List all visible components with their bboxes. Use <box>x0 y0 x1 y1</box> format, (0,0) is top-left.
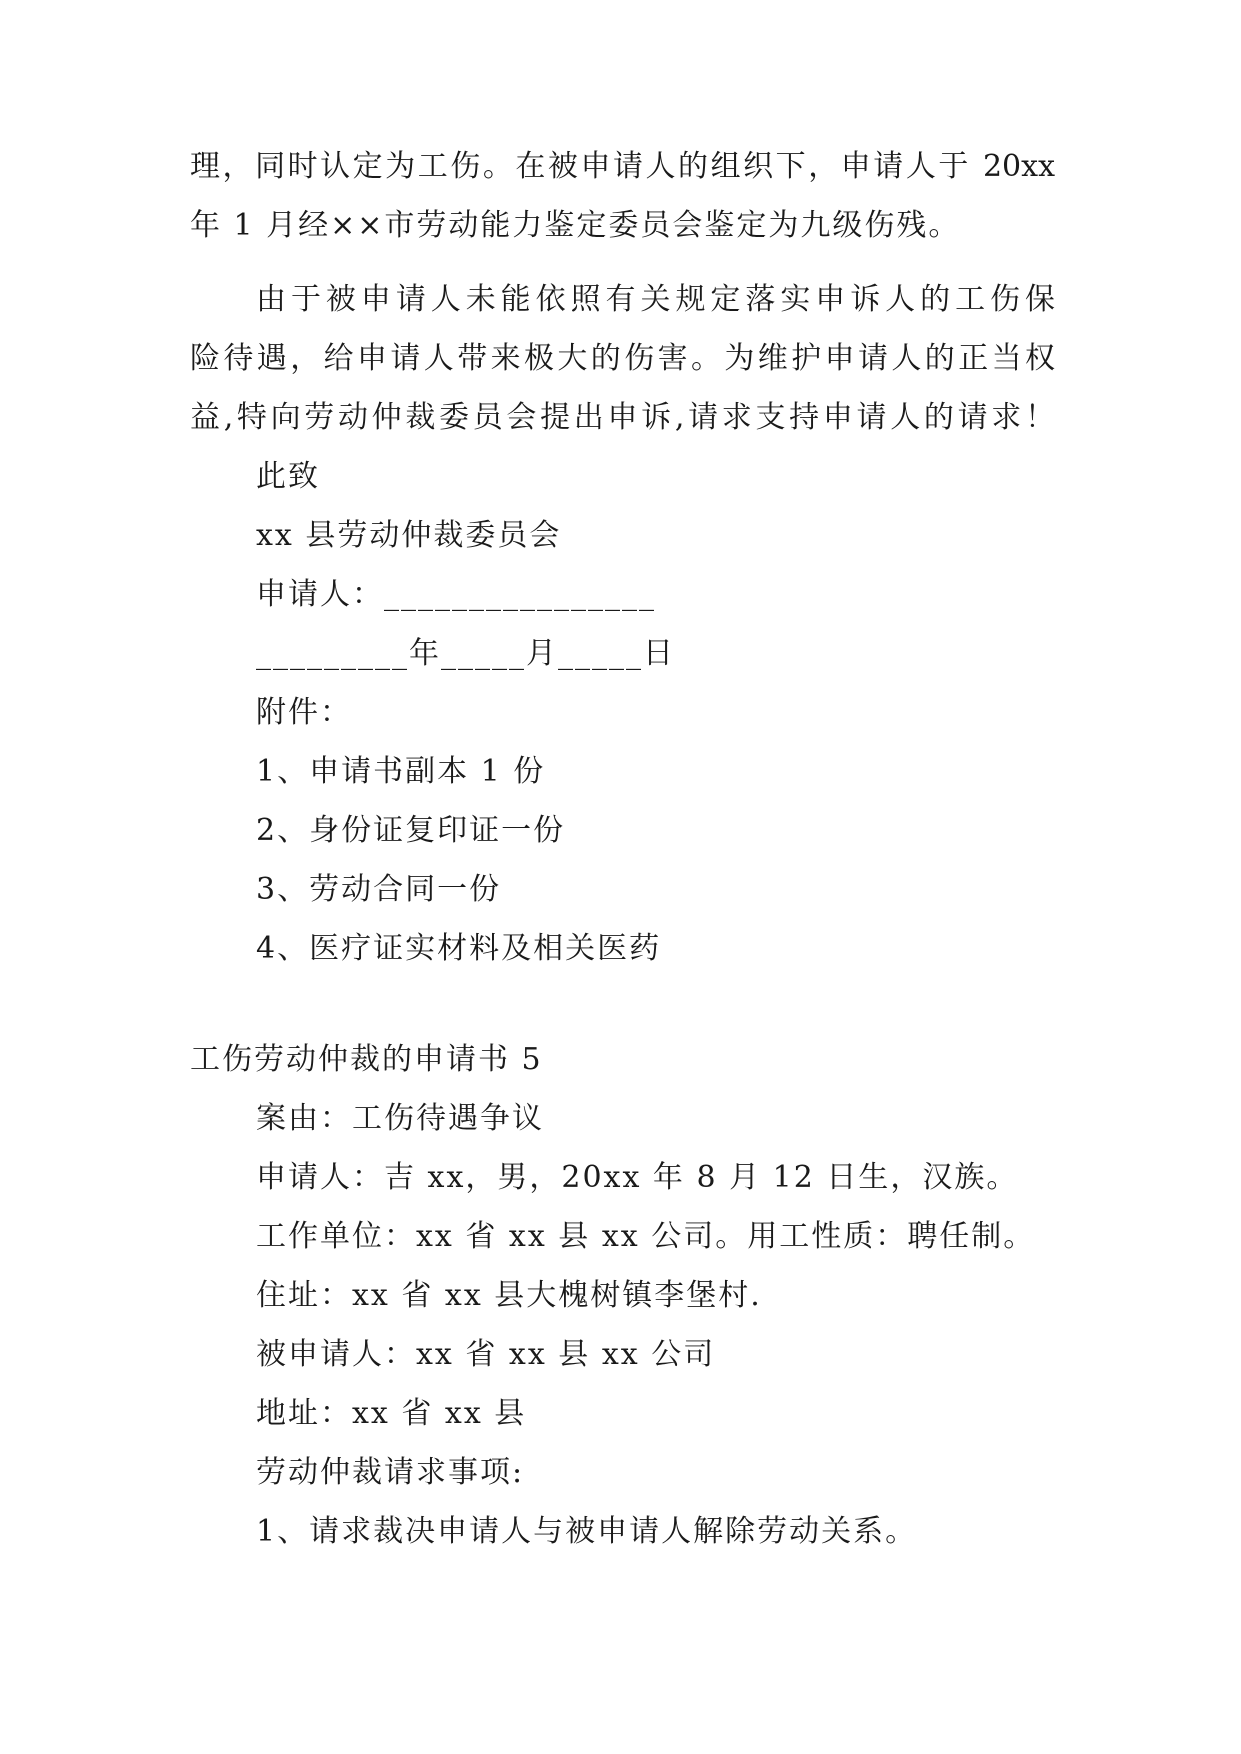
paragraph-line: 理，同时认定为工伤。在被申请人的组织下，申请人于 20xx <box>190 149 1055 184</box>
claims-heading: 劳动仲裁请求事项: <box>256 1455 525 1490</box>
employer-info-line: 工作单位：xx 省 xx 县 xx 公司。用工性质：聘任制。 <box>256 1219 1036 1254</box>
respondent-line: 被申请人：xx 省 xx 县 xx 公司 <box>256 1337 716 1372</box>
address-line: 住址：xx 省 xx 县大槐树镇李堡村. <box>256 1278 762 1313</box>
case-cause-line: 案由：工伤待遇争议 <box>256 1101 544 1136</box>
attachments-heading: 附件： <box>256 695 352 730</box>
paragraph-line: 年 1 月经××市劳动能力鉴定委员会鉴定为九级伤残。 <box>190 208 961 243</box>
applicant-signature-line: 申请人：________________ <box>256 577 656 612</box>
attachment-item: 4、医疗证实材料及相关医药 <box>256 931 662 966</box>
respondent-address-line: 地址：xx 省 xx 县 <box>256 1396 527 1431</box>
attachment-item: 2、身份证复印证一份 <box>256 813 566 848</box>
applicant-info-line: 申请人：吉 xx，男，20xx 年 8 月 12 日生，汉族。 <box>256 1160 1019 1195</box>
paragraph-line: 由于被申请人未能依照有关规定落实申诉人的工伤保 <box>256 282 1055 317</box>
claim-item: 1、请求裁决申请人与被申请人解除劳动关系。 <box>256 1514 918 1549</box>
paragraph-line: 益,特向劳动仲裁委员会提出申诉,请求支持申请人的请求！ <box>190 400 1055 435</box>
attachment-item: 3、劳动合同一份 <box>256 872 502 907</box>
date-line: _________年_____月_____日 <box>256 636 675 671</box>
recipient-line: xx 县劳动仲裁委员会 <box>256 518 562 553</box>
section-title: 工伤劳动仲裁的申请书 5 <box>190 1042 543 1077</box>
attachment-item: 1、申请书副本 1 份 <box>256 754 546 789</box>
paragraph-line: 险待遇，给申请人带来极大的伤害。为维护申请人的正当权 <box>190 341 1055 376</box>
closing-salutation: 此致 <box>256 459 320 494</box>
